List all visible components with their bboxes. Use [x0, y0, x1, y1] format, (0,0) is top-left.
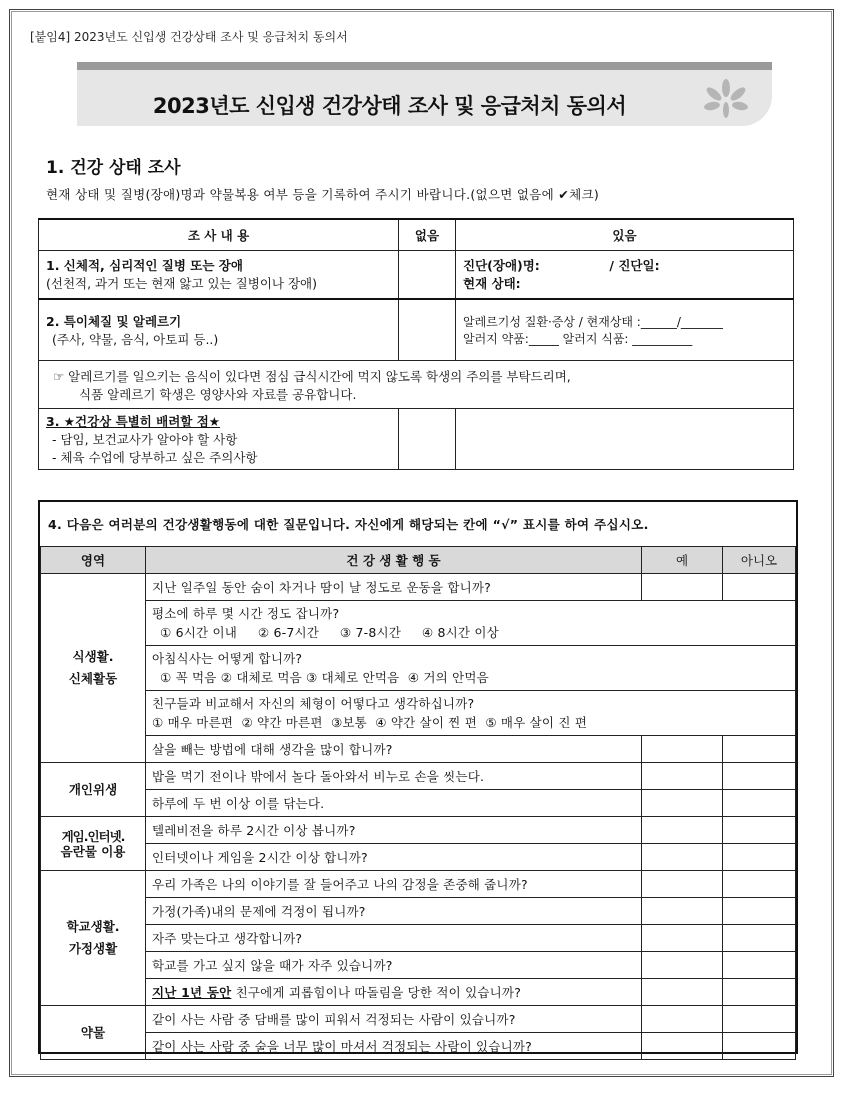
- list-item: 같이 사는 사람 중 담배를 많이 피워서 걱정되는 사람이 있습니까?: [146, 1006, 642, 1033]
- row2-allergy-items: 알러지 약품:_____ 알러지 식품: __________: [463, 331, 693, 346]
- list-item: 우리 가족은 나의 이야기를 잘 들어주고 나의 감정을 존중해 줍니까?: [146, 871, 642, 898]
- col-header-content: 조 사 내 용: [39, 219, 399, 251]
- no-cell[interactable]: [723, 817, 796, 844]
- col-header-exists: 있음: [456, 219, 794, 251]
- area-label-line1: 게임.인터넷.: [61, 828, 125, 844]
- list-item: 같이 사는 사람 중 술을 너무 많이 마셔서 걱정되는 사람이 있습니까?: [146, 1033, 642, 1060]
- col-header-no: 아니오: [723, 547, 796, 574]
- no-cell[interactable]: [723, 790, 796, 817]
- question-options: ① 6시간 이내 ② 6-7시간 ③ 7-8시간 ④ 8시간 이상: [160, 625, 499, 640]
- area-media: [41, 817, 146, 871]
- list-item: 하루에 두 번 이상 이를 닦는다.: [146, 790, 642, 817]
- question-text: 아침식사는 어떻게 합니까?: [152, 651, 303, 666]
- yes-cell[interactable]: [642, 817, 723, 844]
- question-text: 친구들과 비교해서 자신의 체형이 어떻다고 생각하십니까?: [152, 696, 475, 711]
- list-item: [146, 979, 642, 1006]
- no-cell[interactable]: [723, 925, 796, 952]
- yes-cell[interactable]: [642, 979, 723, 1006]
- row3-content: [39, 409, 399, 470]
- no-cell[interactable]: [723, 844, 796, 871]
- area-diet-activity: [41, 574, 146, 763]
- yes-cell[interactable]: [642, 925, 723, 952]
- col-header-area: 영역: [41, 547, 146, 574]
- doc-header: [붙임4] 2023년도 신입생 건강상태 조사 및 응급처치 동의서: [30, 30, 348, 44]
- allergy-note: [39, 361, 794, 409]
- section1-heading: 1. 건강 상태 조사: [46, 158, 181, 178]
- yes-cell[interactable]: [642, 871, 723, 898]
- list-item: 살을 빼는 방법에 대해 생각을 많이 합니까?: [146, 736, 642, 763]
- area-label-line2: 신체활동: [68, 671, 118, 686]
- area-hygiene: 개인위생: [41, 763, 146, 817]
- list-item: 밥을 먹기 전이나 밖에서 놀다 돌아와서 비누로 손을 씻는다.: [146, 763, 642, 790]
- row3-exists-cell[interactable]: [456, 409, 794, 470]
- list-item: 인터넷이나 게임을 2시간 이상 합니까?: [146, 844, 642, 871]
- list-item: 가정(가족)내의 문제에 걱정이 됩니까?: [146, 898, 642, 925]
- no-cell[interactable]: [723, 871, 796, 898]
- list-item: 자주 맞는다고 생각합니까?: [146, 925, 642, 952]
- title-banner: [77, 62, 772, 126]
- list-item: 학교를 가고 싶지 않을 때가 자주 있습니까?: [146, 952, 642, 979]
- question-options: ① 매우 마른편 ② 약간 마른편 ③보통 ④ 약간 살이 찐 편 ⑤ 매우 살이 진 편: [152, 715, 588, 730]
- row3-none-cell[interactable]: [399, 409, 456, 470]
- question-text: 평소에 하루 몇 시간 정도 잡니까?: [152, 606, 340, 621]
- row3-sub2: - 체육 수업에 당부하고 싶은 주의사항: [52, 450, 258, 465]
- health-status-table: [38, 218, 794, 470]
- row1-exists-cell[interactable]: [456, 251, 794, 299]
- page-title: 2023년도 신입생 건강상태 조사 및 응급처치 동의서: [152, 94, 627, 118]
- area-label-line1: 식생활.: [72, 649, 114, 664]
- row1-title: 1. 신체적, 심리적인 질병 또는 장애: [46, 258, 243, 274]
- section1-intro: 현재 상태 및 질병(장애)명과 약물복용 여부 등을 기록하여 주시기 바랍니다.(없으면 없음에 ✔체크): [46, 187, 600, 202]
- row3-sub1: - 담임, 보건교사가 알아야 할 사항: [52, 432, 238, 447]
- list-item: [146, 601, 796, 646]
- area-label-line2: 음란물 이용: [60, 843, 126, 859]
- no-cell[interactable]: [723, 898, 796, 925]
- area-label-line1: 학교생활.: [66, 919, 120, 934]
- col-header-none: 없음: [399, 219, 456, 251]
- section4-question: 4. 다음은 여러분의 건강생활행동에 대한 질문입니다. 자신에게 해당되는 칸에 “√” 표시를 하여 주십시오.: [48, 517, 649, 532]
- flower-decoration-icon: [700, 78, 752, 120]
- row1-none-cell[interactable]: [399, 251, 456, 299]
- list-item: 텔레비전을 하루 2시간 이상 봅니까?: [146, 817, 642, 844]
- yes-cell[interactable]: [642, 844, 723, 871]
- no-cell[interactable]: [723, 763, 796, 790]
- yes-cell[interactable]: [642, 1006, 723, 1033]
- row2-none-cell[interactable]: [399, 299, 456, 361]
- yes-cell[interactable]: [642, 1033, 723, 1060]
- allergy-note-line1: ☞ 알레르기를 일으키는 음식이 있다면 점심 급식시간에 먹지 않도록 학생의 주의를 부탁드리며,: [53, 368, 571, 384]
- row2-exists-cell[interactable]: [456, 299, 794, 361]
- yes-cell[interactable]: [642, 574, 723, 601]
- row1-sub: (선천적, 과거 또는 현재 앓고 있는 질병이나 장애): [46, 276, 317, 292]
- col-header-behavior: 건 강 생 활 행 동: [146, 547, 642, 574]
- row3-title: 3. ★건강상 특별히 배려할 점★: [46, 414, 221, 429]
- row1-content: [39, 251, 399, 299]
- area-school-family: [41, 871, 146, 1006]
- area-substances: 약물: [41, 1006, 146, 1060]
- no-cell[interactable]: [723, 1006, 796, 1033]
- row2-title: 2. 특이체질 및 알레르기: [46, 313, 182, 329]
- no-cell[interactable]: [723, 574, 796, 601]
- no-cell[interactable]: [723, 1033, 796, 1060]
- yes-cell[interactable]: [642, 898, 723, 925]
- yes-cell[interactable]: [642, 790, 723, 817]
- yes-cell[interactable]: [642, 763, 723, 790]
- health-behavior-table: [40, 546, 796, 1060]
- yes-cell[interactable]: [642, 952, 723, 979]
- row2-content: [39, 299, 399, 361]
- row2-sub: (주사, 약물, 음식, 아토피 등..): [52, 331, 219, 347]
- row1-diagnosis: 진단(장애)명: / 진단일:: [463, 258, 660, 274]
- list-item: 지난 일주일 동안 숨이 차거나 땀이 날 정도로 운동을 합니까?: [146, 574, 642, 601]
- no-cell[interactable]: [723, 736, 796, 763]
- col-header-yes: 예: [642, 547, 723, 574]
- no-cell[interactable]: [723, 952, 796, 979]
- row2-allergy-line: 알레르기성 질환·증상 / 현재상태 :______/_______: [463, 314, 723, 329]
- allergy-note-line2: 식품 알레르기 학생은 영양사와 자료를 공유합니다.: [79, 386, 357, 402]
- question-options: ① 꼭 먹음 ② 대체로 먹음 ③ 대체로 안먹음 ④ 거의 안먹음: [160, 670, 489, 685]
- yes-cell[interactable]: [642, 736, 723, 763]
- question-text: 친구에게 괴롭힘이나 따돌림을 당한 적이 있습니까?: [231, 985, 522, 1000]
- list-item: [146, 691, 796, 736]
- no-cell[interactable]: [723, 979, 796, 1006]
- area-label-line2: 가정생활: [68, 941, 118, 956]
- list-item: [146, 646, 796, 691]
- row1-condition: 현재 상태:: [463, 276, 521, 292]
- emphasis-text: 지난 1년 동안: [152, 985, 232, 1000]
